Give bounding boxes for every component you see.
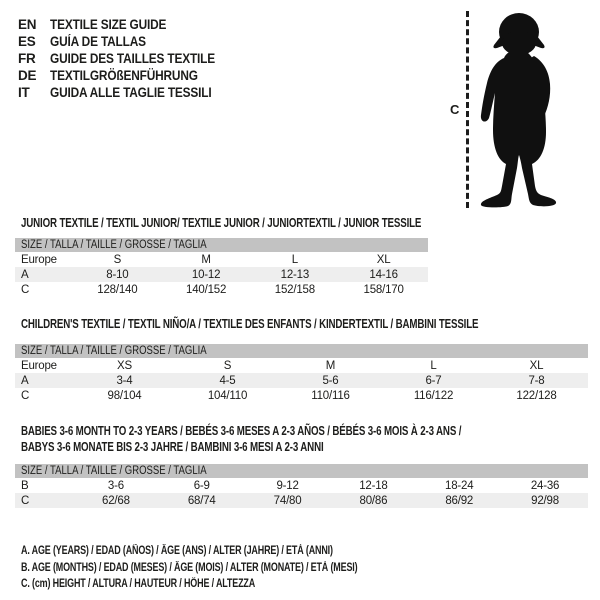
table-cell: 92/98 xyxy=(531,494,559,507)
table-cell: 10-12 xyxy=(191,268,221,281)
language-row-de xyxy=(18,67,238,84)
table-cell: S xyxy=(113,253,122,266)
table-cell: 122/128 xyxy=(516,389,557,402)
language-title: TEXTILGRÖßENFÜHRUNG xyxy=(50,68,198,83)
language-code: FR xyxy=(18,51,36,66)
table-row xyxy=(15,373,588,388)
table-row xyxy=(15,252,428,267)
babies-heading-line2: BABYS 3-6 MONATE BIS 2-3 JAHRE / BAMBINI 3-6 MESI A 2-3 ANNI xyxy=(21,440,324,454)
junior-section-heading xyxy=(21,215,534,231)
table-row xyxy=(15,267,428,282)
size-header-label: SIZE / TALLA / TAILLE / GRÖSSE / TAGLIA xyxy=(21,239,207,251)
table-cell: 3-6 xyxy=(107,479,124,492)
junior-size-table xyxy=(15,238,428,297)
table-row xyxy=(15,478,588,493)
children-size-table xyxy=(15,344,588,403)
language-code: IT xyxy=(18,85,30,100)
language-title: TEXTILE SIZE GUIDE xyxy=(50,17,167,32)
table-cell: 116/122 xyxy=(413,389,454,402)
table-cell: 9-12 xyxy=(276,479,299,492)
table-cell: 80/86 xyxy=(359,494,388,507)
row-label: A xyxy=(21,268,29,281)
footnote-a: A. AGE (YEARS) / EDAD (AÑOS) / ÂGE (ANS) / ALTER (JAHRE) / ETÀ (ANNI) xyxy=(21,545,333,557)
footnote-b: B. AGE (MONTHS) / EDAD (MESES) / ÂGE (MOIS) / ALTER (MONATE) / ETÀ (MESI) xyxy=(21,561,358,574)
footnote-c: C. (cm) HEIGHT / ALTURA / HAUTEUR / HÖHE / ALTEZZA xyxy=(21,578,256,590)
footnotes xyxy=(21,543,452,593)
size-header-label: SIZE / TALLA / TAILLE / GRÖSSE / TAGLIA xyxy=(21,465,207,477)
table-cell: 8-10 xyxy=(106,268,129,281)
babies-section-heading xyxy=(21,423,585,455)
babies-heading-line1: BABIES 3-6 MONTH TO 2-3 YEARS / BEBÉS 3-6 MESES A 2-3 AÑOS / BÉBÉS 3-6 MOIS À 2-3 ANS / xyxy=(21,424,462,438)
table-cell: 128/140 xyxy=(97,283,138,296)
table-cell: XL xyxy=(529,359,544,372)
table-cell: 140/152 xyxy=(186,283,227,296)
table-cell: 104/110 xyxy=(207,389,248,402)
table-cell: 12-18 xyxy=(359,479,388,492)
table-cell: L xyxy=(291,253,298,266)
language-code: EN xyxy=(18,17,37,32)
language-row-it xyxy=(18,84,238,101)
table-cell: 62/68 xyxy=(102,494,130,507)
height-measure-label: C xyxy=(450,101,460,117)
table-cell: M xyxy=(325,359,336,372)
language-row-fr xyxy=(18,50,238,67)
table-cell: 6-7 xyxy=(425,374,442,387)
children-heading-text: CHILDREN'S TEXTILE / TEXTIL NIÑO/A / TEXTILE DES ENFANTS / KINDERTEXTIL / BAMBINI TESSILE xyxy=(21,317,479,331)
junior-heading-text: JUNIOR TEXTILE / TEXTIL JUNIOR/ TEXTILE JUNIOR / JUNIORTEXTIL / JUNIOR TESSILE xyxy=(21,216,422,230)
table-cell: 4-5 xyxy=(219,374,236,387)
table-cell: 6-9 xyxy=(193,479,210,492)
row-label: B xyxy=(21,479,29,492)
table-cell: 7-8 xyxy=(528,374,545,387)
table-cell: 24-36 xyxy=(530,479,560,492)
table-cell: 158/170 xyxy=(363,283,404,296)
table-row xyxy=(15,388,588,403)
table-cell: M xyxy=(201,253,211,266)
height-measure-line xyxy=(466,11,469,208)
size-header-label: SIZE / TALLA / TAILLE / GRÖSSE / TAGLIA xyxy=(21,345,207,357)
table-cell: 5-6 xyxy=(322,374,339,387)
table-cell: 3-4 xyxy=(116,374,133,387)
table-cell: 110/116 xyxy=(311,389,350,402)
language-row-en xyxy=(18,16,238,33)
table-cell: 68/74 xyxy=(187,494,216,507)
language-row-es xyxy=(18,33,238,50)
table-cell: 74/80 xyxy=(273,494,302,507)
row-label: Europe xyxy=(21,253,57,266)
table-cell: XS xyxy=(117,359,132,372)
children-section-heading xyxy=(21,316,600,332)
table-cell: S xyxy=(223,359,232,372)
table-row xyxy=(15,358,588,373)
row-label: A xyxy=(21,374,29,387)
children-table-header xyxy=(15,344,588,358)
table-cell: L xyxy=(430,359,437,372)
language-title: GUIDA ALLE TAGLIE TESSILI xyxy=(50,85,212,100)
language-title: GUIDE DES TAILLES TEXTILE xyxy=(50,51,216,66)
table-row xyxy=(15,282,428,297)
height-measure-figure xyxy=(450,9,563,209)
table-cell: 98/104 xyxy=(107,389,142,402)
table-cell: 18-24 xyxy=(445,479,474,492)
table-cell: 152/158 xyxy=(274,283,315,296)
language-title: GUÍA DE TALLAS xyxy=(50,34,146,49)
junior-table-header xyxy=(15,238,428,252)
toddler-silhouette-icon xyxy=(478,10,563,208)
language-code: DE xyxy=(18,68,37,83)
language-list xyxy=(18,16,238,101)
table-cell: 86/92 xyxy=(445,494,474,507)
table-cell: 14-16 xyxy=(369,268,398,281)
table-row xyxy=(15,493,588,508)
row-label: Europe xyxy=(21,359,57,372)
table-cell: XL xyxy=(376,253,391,266)
row-label: C xyxy=(21,494,30,507)
table-cell: 12-13 xyxy=(280,268,310,281)
babies-table-header xyxy=(15,464,588,478)
row-label: C xyxy=(21,389,30,402)
row-label: C xyxy=(21,283,30,296)
language-code: ES xyxy=(18,34,36,49)
babies-size-table xyxy=(15,464,588,508)
